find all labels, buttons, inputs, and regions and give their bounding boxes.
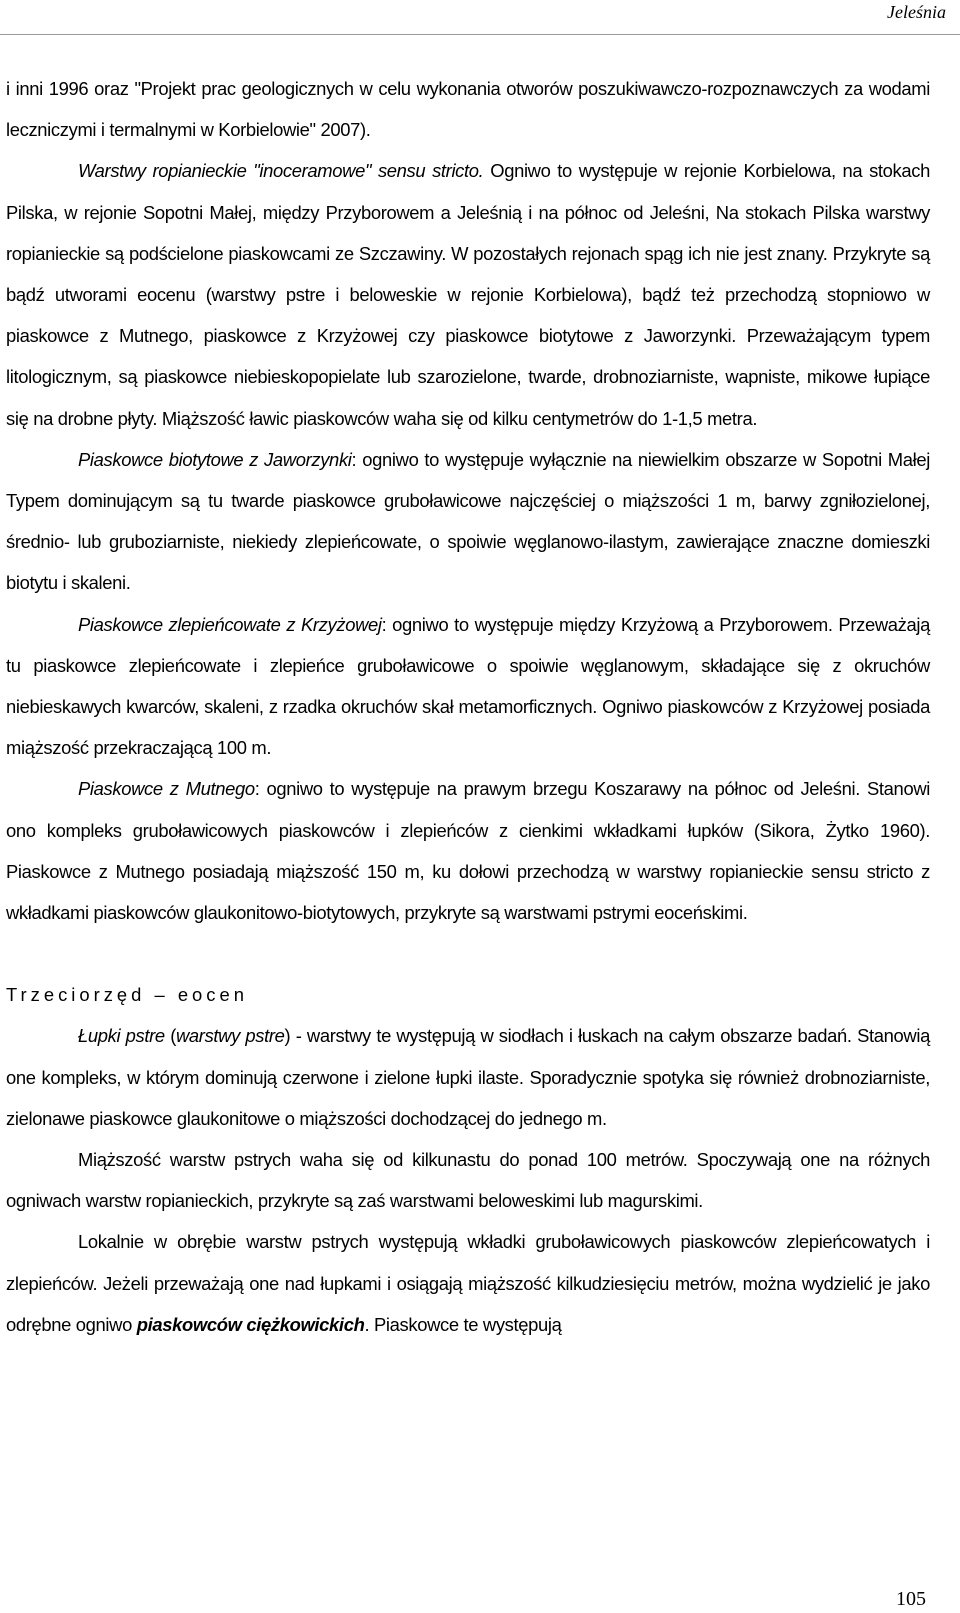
paragraph-6-paren: ( (164, 1025, 176, 1047)
paragraph-3-text: : ogniwo to występuje wyłącznie na niewielkim obszarze w Sopotni Małej Typem dominującym są tu twarde piaskowce gruboławicowe najczęściej o miąższości 1 m, barwy zgniłozielonej, średnio- lub gruboziarniste, niekiedy zlepieńcowate, o spoiwie węglanowo-ilastym, zawierające znaczne domieszki biotytu i skaleni. (6, 448, 930, 594)
section-title: Trzeciorzęd – eocen (6, 984, 248, 1006)
term-piaskowcow-ciezkowickich: piaskowców ciężkowickich (136, 1313, 365, 1335)
paragraph-4 (6, 604, 930, 769)
paragraph-1-text: i inni 1996 oraz "Projekt prac geologicznych w celu wykonania otworów poszukiwawczo-rozpoznawczych za wodami leczniczymi i termalnymi w Korbielowie" 2007). (6, 78, 930, 141)
paragraph-4-text: : ogniwo to występuje między Krzyżową a Przyborowem. Przeważają tu piaskowce zlepieńcowate i zlepieńce gruboławicowe o spoiwie węglanowym, składające się z okruchów niebieskawych kwarców, skaleni, z rzadka okruchów skał metamorficznych. Ogniwo piaskowców z Krzyżowej posiada miąższość przekraczającą 100 m. (6, 613, 930, 759)
paragraph-2-text: Ogniwo to występuje w rejonie Korbielowa, na stokach Pilska, w rejonie Sopotni Małej, między Przyborowem a Jeleśnią i na północ od Jeleśni, Na stokach Pilska warstwy ropianieckie są podścielone piaskowcami ze Szczawiny. W pozostałych rejonach spąg ich nie jest znany. Przykryte są bądź utworami eocenu (warstwy pstre i beloweskie w rejonie Korbielowa), bądź też przechodzą stopniowo w piaskowce z Mutnego, piaskowce z Krzyżowej czy piaskowce biotytowe z Jaworzynki. Przeważającym typem litologicznym, są piaskowce niebieskopopielate lub szarozielone, twarde, drobnoziarniste, wapniste, mikowe łupiące się na drobne płyty. Miąższość ławic piaskowców waha się od kilku centymetrów do 1-1,5 metra. (6, 160, 930, 429)
paragraph-5 (6, 768, 930, 933)
section-spacer (6, 933, 930, 974)
paragraph-8 (6, 1221, 930, 1345)
term-piaskowce-biotytowe: Piaskowce biotytowe z Jaworzynki (78, 448, 352, 470)
term-piaskowce-z-mutnego: Piaskowce z Mutnego (78, 778, 255, 800)
term-warstwy-ropianieckie: Warstwy ropianieckie "inoceramowe" sensu stricto. (78, 160, 484, 182)
paragraph-1 (6, 68, 930, 150)
paragraph-2 (6, 150, 930, 438)
term-piaskowce-zlepiencowate: Piaskowce zlepieńcowate z Krzyżowej (78, 613, 382, 635)
paragraph-8-text-a: Lokalnie w obrębie warstw pstrych występują wkładki gruboławicowych piaskowców zlepieńcowatych i zlepieńców. Jeżeli przeważają one nad łupkami i osiągają miąższość kilkudziesięciu metrów, można wydzielić je jako odrębne ogniwo (6, 1231, 930, 1335)
paragraph-7 (6, 1139, 930, 1221)
paragraph-7-text: Miąższość warstw pstrych waha się od kilkunastu do ponad 100 metrów. Spoczywają one na różnych ogniwach warstw ropianieckich, przykryte są zaś warstwami beloweskimi lub magurskimi. (6, 1149, 930, 1212)
running-title: Jeleśnia (887, 2, 946, 22)
term-warstwy-pstre: warstwy pstre (175, 1025, 285, 1047)
paragraph-6-text: ) - warstwy te występują w siodłach i łuskach na całym obszarze badań. Stanowią one kompleks, w którym dominują czerwone i zielone łupki ilaste. Sporadycznie spotyka się również drobnoziarniste, zielonawe piaskowce glaukonitowe o miąższości dochodzącej do jednego m. (6, 1025, 930, 1129)
paragraph-8-text-b: . Piaskowce te występują (364, 1313, 562, 1335)
header-divider (0, 34, 960, 35)
term-lupki-pstre: Łupki pstre (78, 1025, 165, 1047)
document-body (6, 68, 930, 1345)
page-number: 105 (896, 1588, 926, 1610)
paragraph-5-text: : ogniwo to występuje na prawym brzegu Koszarawy na północ od Jeleśni. Stanowi ono kompleks gruboławicowych piaskowców i zlepieńców z cienkimi wkładkami łupków (Sikora, Żytko 1960). Piaskowce z Mutnego posiadają miąższość 150 m, ku dołowi przechodzą w warstwy ropianieckie sensu stricto z wkładkami piaskowców glaukonitowo-biotytowych, przykryte są warstwami pstrymi eoceńskimi. (6, 778, 930, 924)
paragraph-3 (6, 439, 930, 604)
paragraph-6 (6, 1015, 930, 1139)
